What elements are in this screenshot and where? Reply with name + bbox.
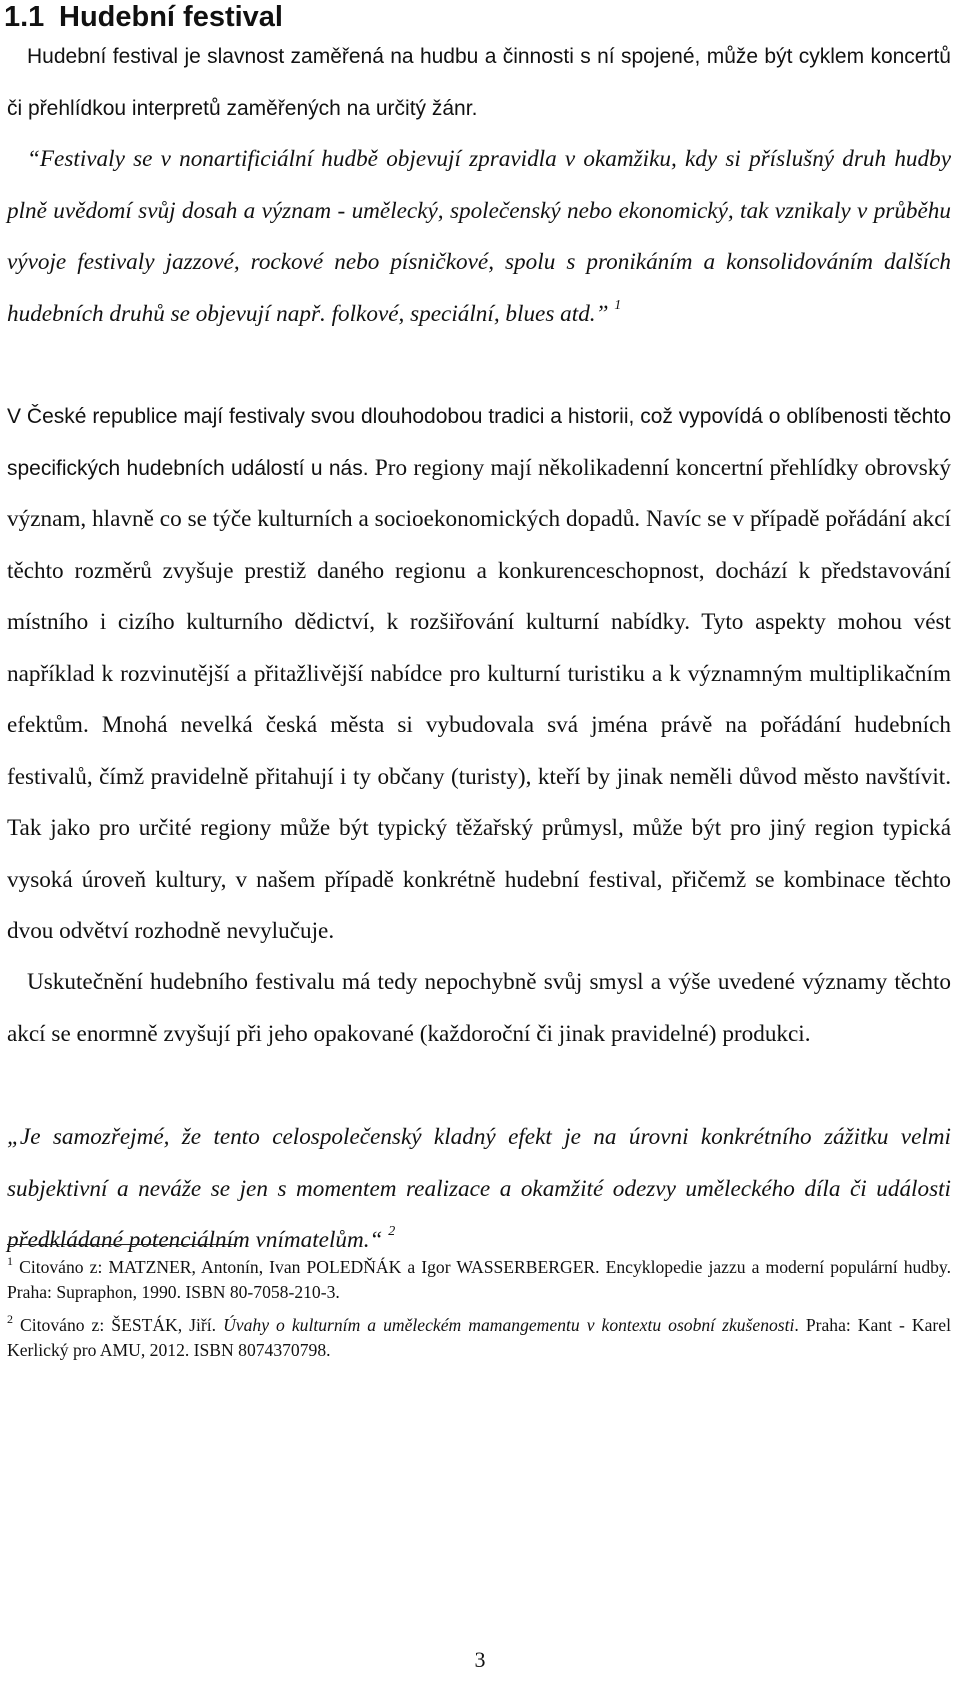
footnote-text: Citováno z: MATZNER, Antonín, Ivan POLEDŇÁK a Igor WASSERBERGER. Encyklopedie jazzu a moderní populární hudby <box>19 1257 947 1277</box>
footnote-mark: 2 <box>7 1312 13 1326</box>
page-number: 3 <box>474 1647 486 1672</box>
footnote-ref-2: 2 <box>388 1224 396 1239</box>
section-title: Hudební festival <box>59 1 283 33</box>
paragraph-intro: Hudební festival je slavnost zaměřená na hudbu a činnosti s ní spojené, může být cyklem koncertů či přehlídkou interpretů zaměřených na určitý žánr. <box>7 45 951 120</box>
footnote-text: Citováno z: ŠESTÁK, Jiří. <box>20 1315 224 1335</box>
footnote-1 <box>7 1255 951 1305</box>
paragraph-text-sans: V České republice mají festivaly svou dlouhodobou tradici a historii, což vypovídá o oblíbenosti těchto specifických hudebních událostí u nás. <box>7 405 951 480</box>
footnote-ref-1: 1 <box>614 297 622 313</box>
footnote-title: Úvahy o kulturním a uměleckém mamangementu v kontextu osobní zkušenosti <box>223 1315 795 1335</box>
quote-text: „Je samozřejmé, že tento celospolečenský kladný efekt je na úrovni konkrétního zážitku velmi subjektivní a neváže se jen s momentem realizace a okamžité odezvy uměleckého díla či události předkládané potenciálním vnímatelům.“ <box>7 1124 951 1253</box>
paragraph-realization: Uskutečnění hudebního festivalu má tedy nepochybně svůj smysl a výše uvedené významy těchto akcí se enormně zvyšují při jeho opakované (každoroční či jinak pravidelné) produkci. <box>7 969 951 1047</box>
footnote-publisher: . Praha: Supraphon, 1990. ISBN 80-7058-210-3. <box>7 1257 951 1302</box>
paragraph-quote-festivals <box>7 134 951 340</box>
footnote-mark: 1 <box>7 1254 13 1268</box>
paragraph-czech-republic <box>7 391 951 958</box>
footnote-publisher: . Praha: Kant - Karel Kerlický pro AMU, 2012. ISBN 8074370798. <box>7 1315 951 1360</box>
quote-text: “Festivaly se v nonartificiální hudbě objevují zpravidla v okamžiku, kdy si příslušný druh hudby plně uvědomí svůj dosah a význam - umělecký, společenský nebo ekonomický, tak vznikaly v průběhu vývoje festivaly jazzové, rockové nebo písničkové, spolu s pronikáním a konsolidováním dalších hudebních druhů se objevují např. folkové, speciální, blues atd.” <box>7 146 951 327</box>
paragraph-text: Pro regiony mají několikadenní koncertní přehlídky obrovský význam, hlavně co se týče kulturních a socioekonomických dopadů. Navíc se v případě pořádání akcí těchto rozměrů zvyšuje prestiž daného regionu a konkurenceschopnost, dochází k představování místního i cizího kulturního dědictví, k rozšiřování kulturní nabídky. Tyto aspekty mohou vést například k rozvinutější a přitažlivější nabídce pro kulturní turistiku a k významným multiplikačním efektům. Mnohá nevelká česká města si vybudovala svá jména právě na pořádání hudebních festivalů, čímž pravidelně přitahují i ty občany (turisty), kteří by jinak neměli důvod město navštívit. Tak jako pro určité regiony může být typický těžařský průmysl, může být pro jiný region typická vysoká úroveň kultury, v našem případě konkrétně hudební festival, přičemž se kombinace těchto dvou odvětví rozhodně nevylučuje. <box>7 454 951 944</box>
section-number: 1.1 <box>4 1 45 33</box>
footnote-2 <box>7 1313 951 1363</box>
footnote-separator <box>7 1244 237 1245</box>
section-heading <box>4 0 283 34</box>
